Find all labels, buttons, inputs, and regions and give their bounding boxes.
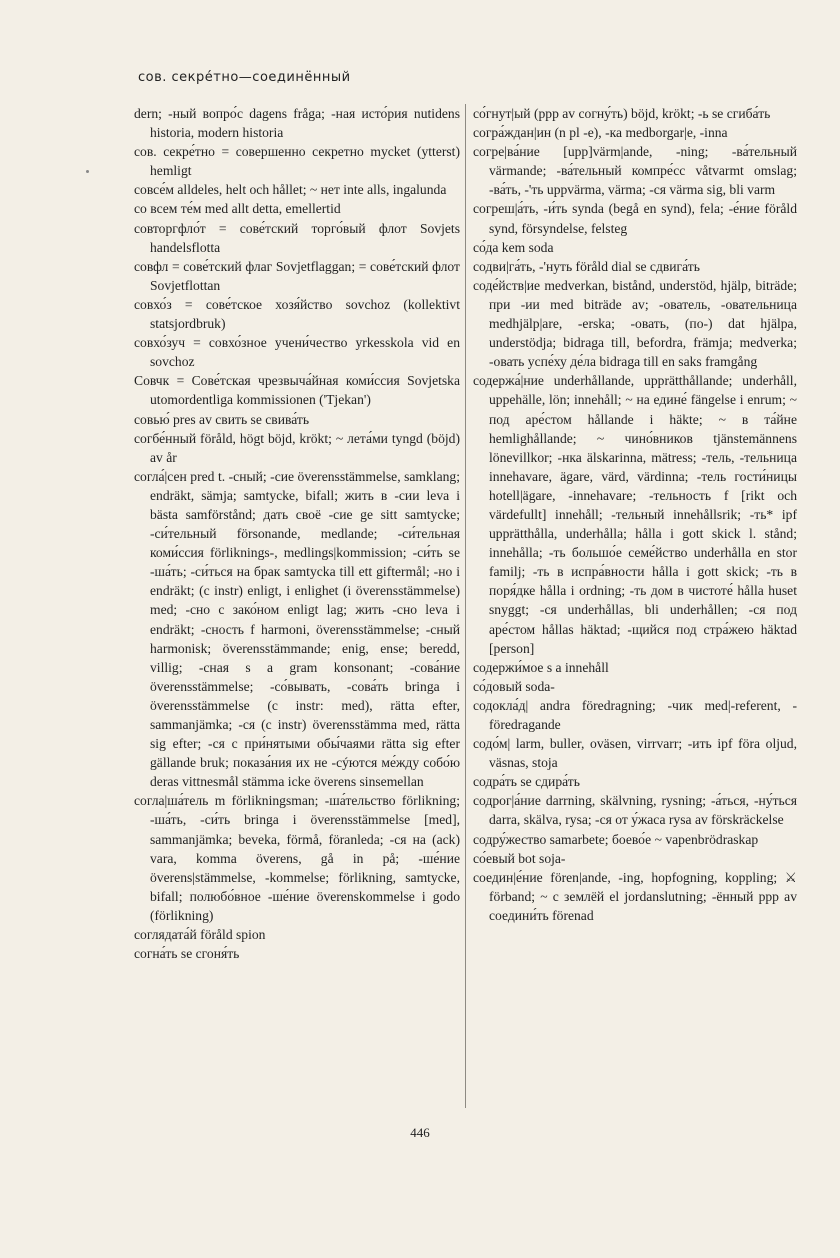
dictionary-entry: совфл = сове́тский флаг Sovjetflaggan; = сове́тский флот Sovjetflottan bbox=[134, 258, 460, 293]
margin-dot bbox=[86, 170, 89, 173]
left-column bbox=[134, 104, 460, 963]
dictionary-entry: сов. секре́тно = совершенно секретно mycket (ytterst) hemligt bbox=[134, 144, 460, 179]
dictionary-entry: содви|га́ть, -'нуть föråld dial se сдвига́ть bbox=[473, 258, 700, 274]
dictionary-entry: со́довый soda- bbox=[473, 678, 555, 694]
dictionary-entry: совхо́зуч = совхо́зное учени́чество yrkesskola vid en sovchoz bbox=[134, 335, 460, 370]
dictionary-entry: Совчк = Сове́тская чрезвыча́йная коми́ссия Sovjetska utomordentliga kommissionen ('Tjekan') bbox=[134, 373, 460, 408]
dictionary-entry: согна́ть se сгоня́ть bbox=[134, 946, 240, 962]
dictionary-entry: содрог|а́ние darrning, skälvning, rysning; -а́ться, -ну́ться darra, skälva, rysa; -ся от у́жаса rysa av förskräckelse bbox=[473, 793, 797, 828]
dictionary-entry: согреш|а́ть, -и́ть synda (begå en synd), fela; -е́ние föråld synd, försyndelse, felsteg bbox=[473, 201, 797, 236]
dictionary-entry: содру́жество samarbete; боево́е ~ vapenbrödraskap bbox=[473, 831, 759, 847]
dictionary-entry: со́да kem soda bbox=[473, 239, 554, 255]
dictionary-entry: со́гнут|ый (ppp av согну́ть) böjd, krökt; -ь se сгиба́ть bbox=[473, 106, 771, 121]
column-divider bbox=[465, 104, 466, 1108]
dictionary-entry: содержи́мое s a innehåll bbox=[473, 659, 609, 675]
dictionary-entry: со всем те́м med allt detta, emellertid bbox=[134, 201, 341, 217]
dictionary-entry: согбе́нный föråld, högt böjd, krökt; ~ лета́ми tyngd (böjd) av år bbox=[134, 430, 460, 465]
dictionary-entry: со́евый bot soja- bbox=[473, 850, 566, 866]
running-header: сов. секре́тно—соединённый bbox=[138, 70, 351, 85]
dictionary-entry: согра́ждан|ин (n pl -е), -ка medborgar|e, -inna bbox=[473, 125, 728, 141]
dictionary-entry: dern; -ный вопро́с dagens fråga; -ная исто́рия nutidens historia, modern historia bbox=[134, 106, 460, 141]
page-number: 446 bbox=[410, 1125, 430, 1140]
dictionary-entry: совью́ pres av свить se свива́ть bbox=[134, 411, 310, 427]
dictionary-entry: содра́ть se сдира́ть bbox=[473, 774, 580, 790]
dictionary-entry: совторгфло́т = сове́тский торго́вый флот Sovjets handelsflotta bbox=[134, 220, 460, 255]
dictionary-entry: совхо́з = сове́тское хозя́йство sovchoz (kollektivt statsjordbruk) bbox=[134, 296, 460, 332]
dictionary-entry: согре|ва́ние [upp]värm|ande, -ning; -ва́тельный värmande; -ва́тельный компре́сс våtvarmt omslag; -ва́ть, -'ть uppvärma, värma; -ся värma sig, bli varm bbox=[473, 144, 797, 198]
dictionary-entry: соде́йств|ие medverkan, bistånd, understöd, hjälp, biträde; при -ии med biträde av; -ователь, -овательница medhjälp|are, -erska; -овать, (по-) dat hjälpa, understödja; bidraga till, befordra, främja; medverka; -овать успе́ху де́ла bidraga till en saks framgång bbox=[473, 277, 797, 370]
dictionary-entry: содокла́д| andra föredragning; -чик med|-referent, -föredragande bbox=[473, 697, 797, 732]
dictionary-entry: согла|ша́тель m förlikningsman; -ша́тельство förlikning; -ша́ть, -си́ть bringa i överensstämmelse [med], sammanjämka; beveka, förmå, föranleda; -ся на (ack) vara, komma överens, gå in på; -ше́ние överens|stämmelse, -kommelse; förlikning, samtycke, bifall; полюбо́вное -ше́ние överenskommelse i godo (förlikning) bbox=[134, 793, 460, 923]
dictionary-entry: согла́|сен pred t. -сный; -сие överensstämmelse, samklang; endräkt, sämja; samtycke, bifall; жить в -сии leva i bästa samförstånd; дать своё -сие ge sitt samtycke; -си́тельный försonande, medlande; -си́тельная коми́ссия förliknings-, medlings|kommission; -си́ть se -ша́ть; -си́ться на брак samtycka till ett giftermål; -но i endräkt; (с instr) enligt, i enlighet (i överensstämmelse) med; -сно с зако́ном enligt lag; жить -сно leva i endräkt; -сность f harmoni, överensstämmelse; -сный harmonisk; överensstämmande; enig, ense; beredd, villig; -сная s a gram konsonant; -сова́ние överensstämmelse; -со́вывать, -сова́ть bringa i överensstämmelse (с instr: med), rätta efter, sammanjämka; -ся (с instr) överensstämma med, rätta sig efter; -ся с при́нятыми обы́чаями rätta sig efter gällande bruk; показа́ния их не -сýются ме́жду собо́ю deras vittnesmål stämma icke överens sinsemellan bbox=[134, 468, 460, 790]
dictionary-entry: содержа́|ние underhållande, upprätthållande; underhåll, uppehälle, lön; innehåll; ~ на едине́ fängelse i enrum; ~ под аре́стом hållande i häkte; ~ в та́йне hemlighållande; ~ чино́вников tjänstemännens lönevillkor; -нка älskarinna, mätress; -тель, -тельница innehavare, ägare, värd, värdinna; -тель гости́ницы hotell|ägare, -innehavare; -тельность f [rikt och värdefullt] innehåll; -тельный innehållsrik; -ть* ipf upprätthålla, underhålla; hålla i gott skick l. stånd; innehålla; -ть большо́е семе́йство underhålla en stor familj; -ть в испра́вности hålla i gott skick; -ть в поря́дке hålla i ordning; -ть дом в чистоте́ hålla huset snyggt; -ся underhållas, bli underhållen; -ся под аре́стом hållas häktad; -щийся под стра́жею häktad [person] bbox=[473, 373, 797, 656]
dictionary-entry: совсе́м alldeles, helt och hållet; ~ нет inte alls, ingalunda bbox=[134, 182, 447, 198]
right-column bbox=[473, 104, 797, 925]
dictionary-entry: содо́м| larm, buller, oväsen, virrvarr; -ить ipf föra oljud, väsnas, stoja bbox=[473, 736, 797, 771]
dictionary-entry: соедин|е́ние fören|ande, -ing, hopfogning, koppling; ⚔ förband; ~ с землёй el jordanslutning; -ённый ppp av соедини́ть förenad bbox=[473, 869, 797, 923]
dictionary-entry: соглядата́й föråld spion bbox=[134, 927, 266, 943]
